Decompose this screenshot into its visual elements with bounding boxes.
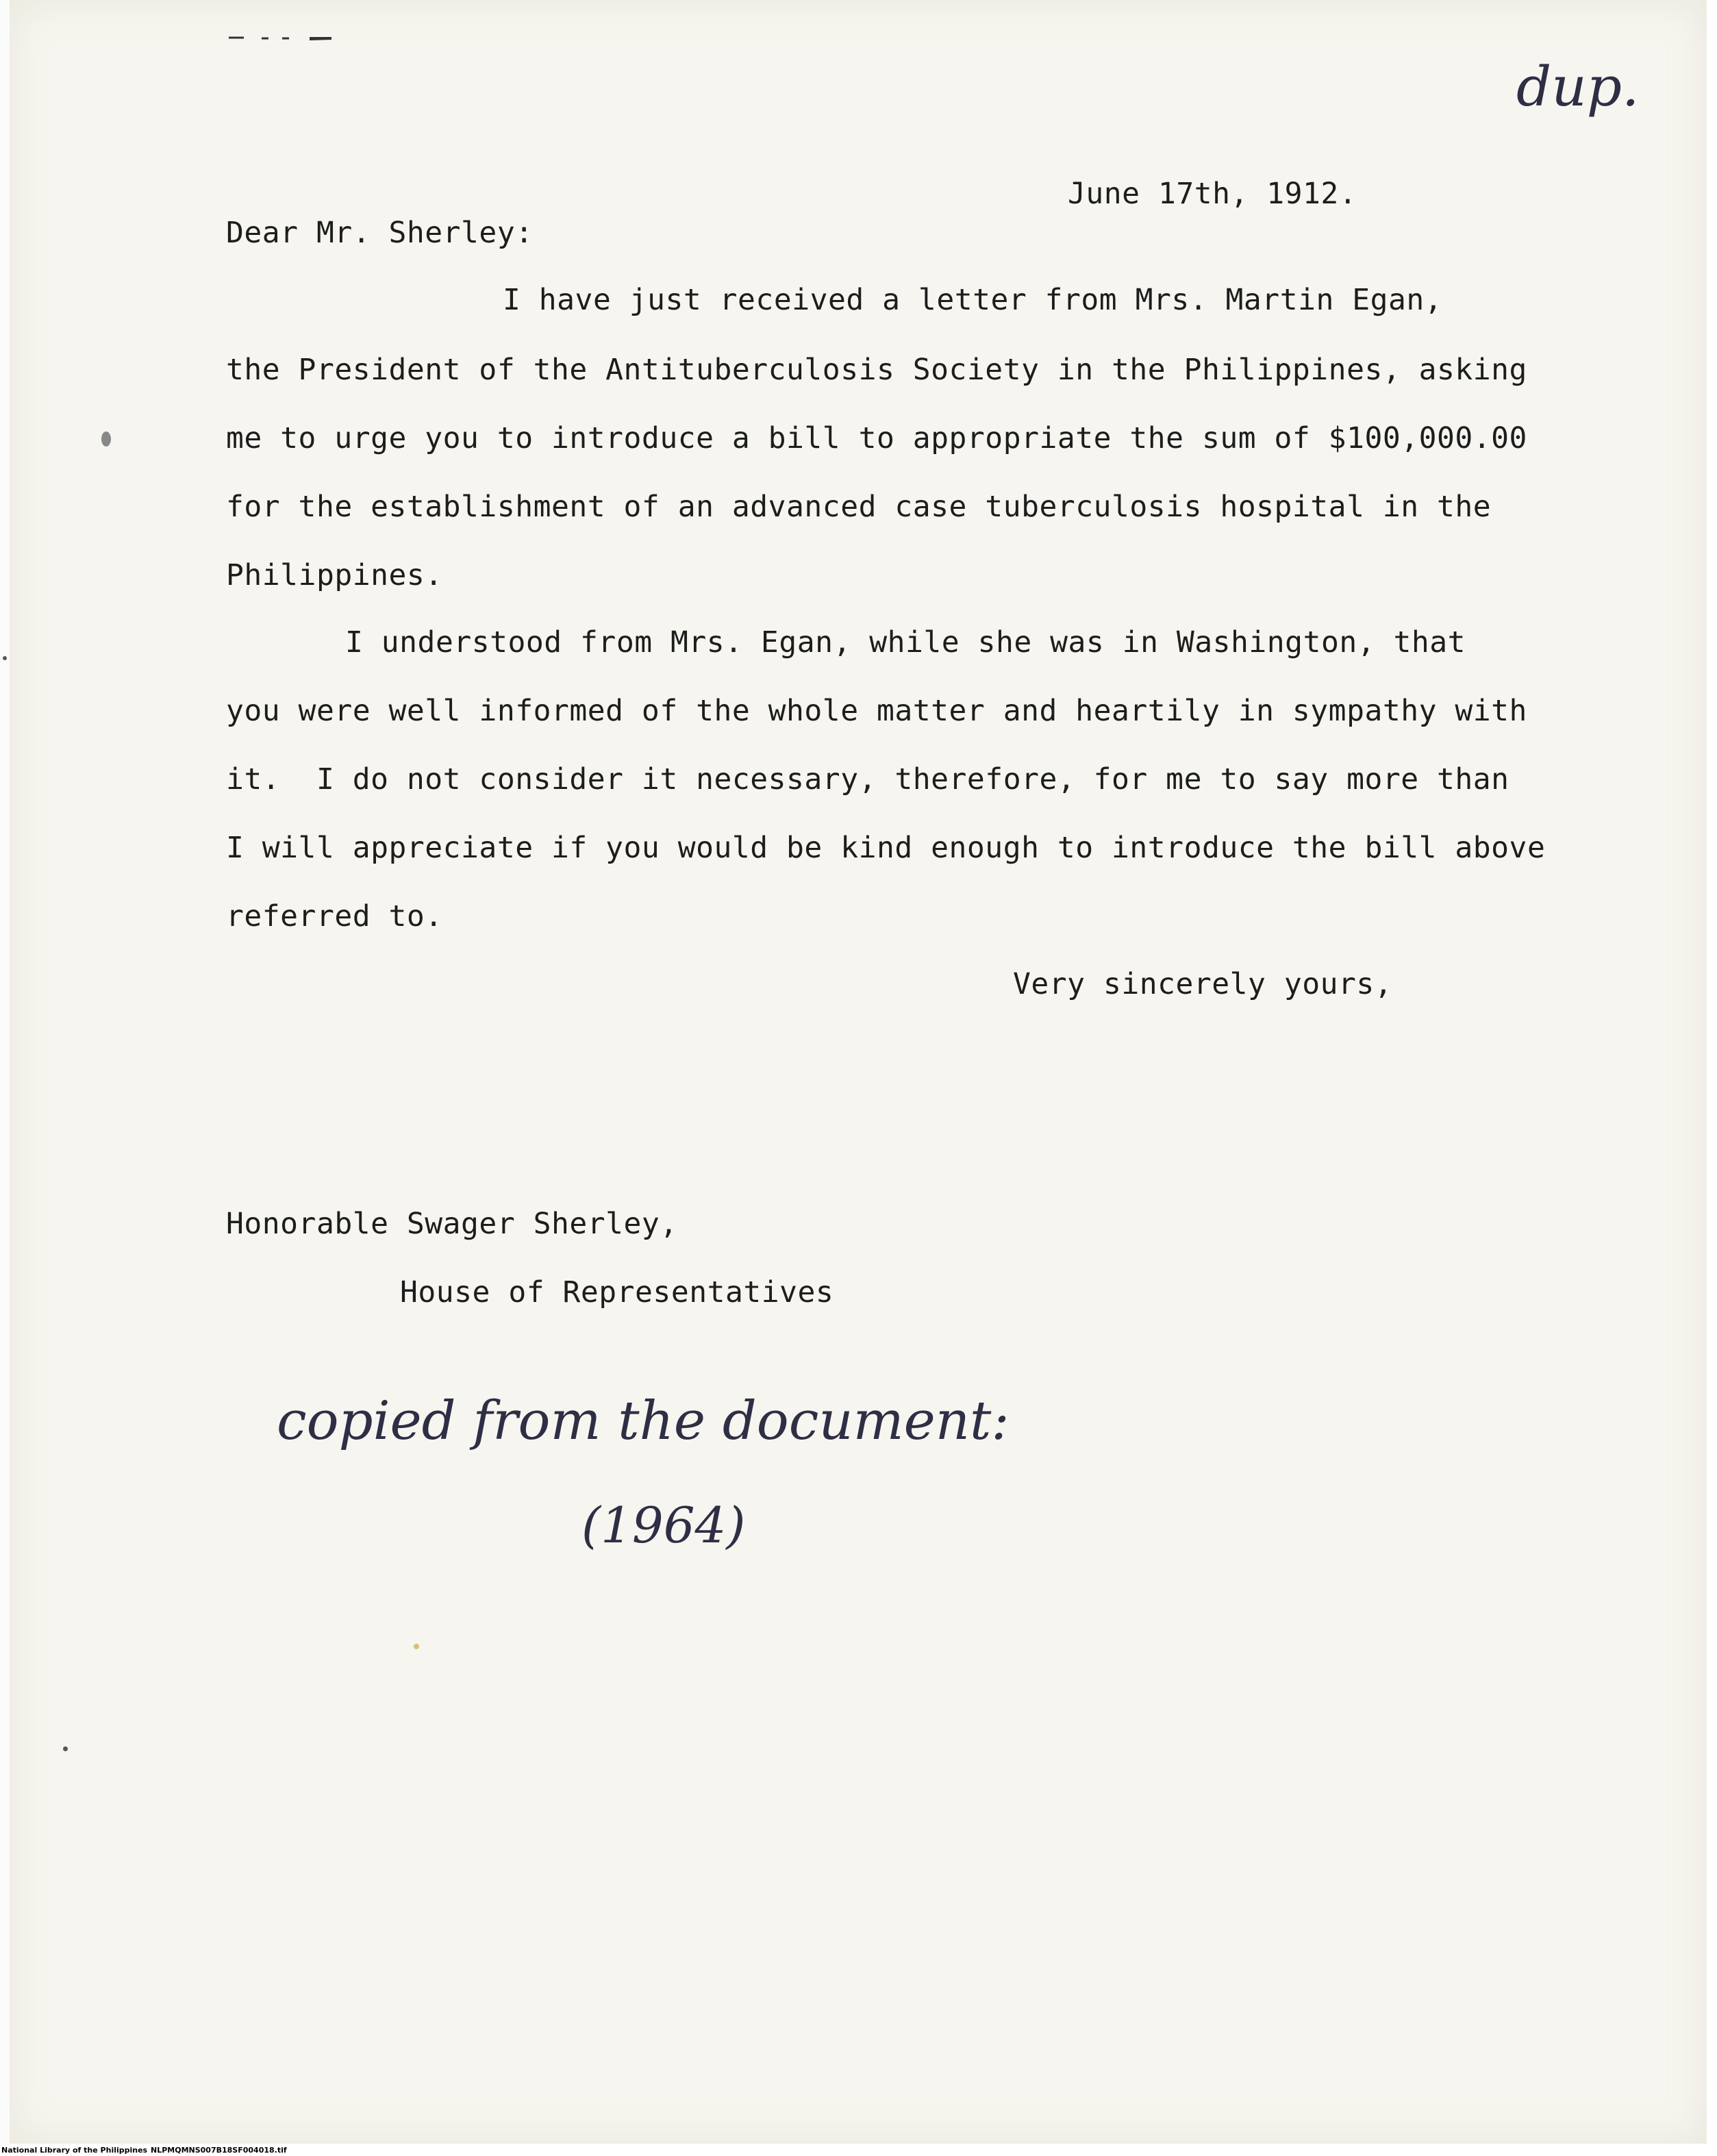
para2-line2: you were well informed of the whole matter and heartily in sympathy with bbox=[226, 694, 1527, 728]
stray-marks bbox=[229, 31, 366, 45]
salutation: Dear Mr. Sherley: bbox=[226, 216, 534, 250]
letter-date: June 17th, 1912. bbox=[1068, 177, 1357, 211]
para1-line5: Philippines. bbox=[226, 558, 443, 592]
speck bbox=[414, 1644, 419, 1649]
scan-footer bbox=[0, 2145, 1717, 2156]
para1-line1: I have just received a letter from Mrs. Martin Egan, bbox=[503, 283, 1443, 317]
handwritten-copy-note: copied from the document: bbox=[277, 1390, 1010, 1452]
para2-line3: it. I do not consider it necessary, therefore, for me to say more than bbox=[226, 762, 1509, 797]
footer-institution: National Library of the Philippines bbox=[1, 2146, 148, 2155]
addressee-org: House of Representatives bbox=[400, 1275, 834, 1309]
speck bbox=[63, 1746, 68, 1751]
para2-line5: referred to. bbox=[226, 899, 443, 933]
closing: Very sincerely yours, bbox=[1013, 967, 1393, 1001]
para1-line2: the President of the Antituberculosis Society in the Philippines, asking bbox=[226, 353, 1527, 387]
letter-page bbox=[10, 0, 1707, 2144]
para2-line1: I understood from Mrs. Egan, while she was in Washington, that bbox=[345, 625, 1466, 660]
para2-line4: I will appreciate if you would be kind enough to introduce the bill above bbox=[226, 831, 1546, 865]
handwritten-year-note: (1964) bbox=[581, 1496, 746, 1554]
handwritten-dup-note: dup. bbox=[1516, 55, 1640, 118]
scan-edge bbox=[0, 0, 10, 2156]
speck bbox=[101, 431, 111, 447]
footer-file-id: NLPMQMNS007B18SF004018.tif bbox=[151, 2146, 287, 2155]
addressee-name: Honorable Swager Sherley, bbox=[226, 1207, 678, 1241]
para1-line3: me to urge you to introduce a bill to appropriate the sum of $100,000.00 bbox=[226, 421, 1527, 455]
para1-line4: for the establishment of an advanced case tuberculosis hospital in the bbox=[226, 490, 1492, 524]
speck bbox=[3, 656, 7, 660]
